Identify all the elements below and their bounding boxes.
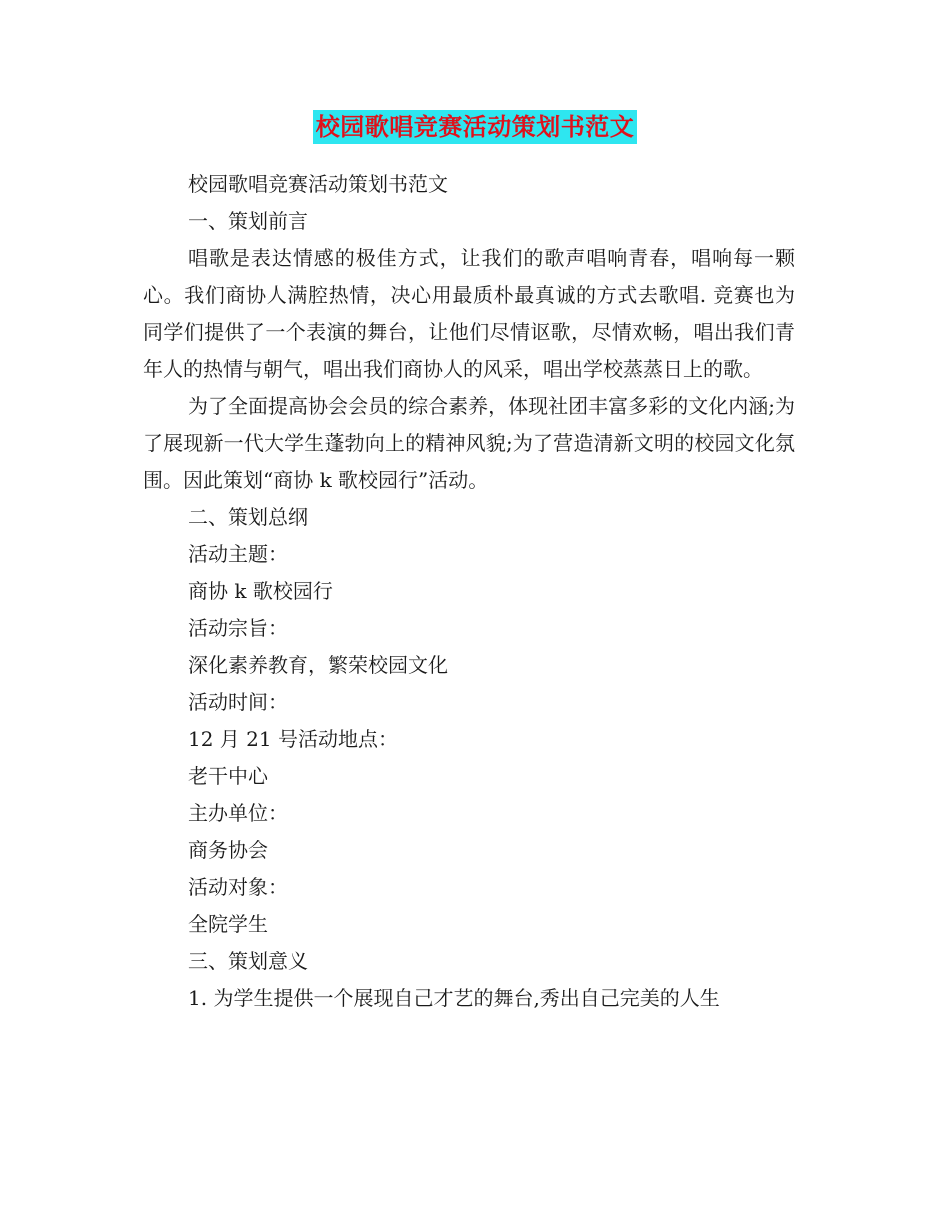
paragraph-preface: 唱歌是表达情感的极佳方式，让我们的歌声唱响青春，唱响每一颗心。我们商协人满腔热情，决心用最质朴最真诚的方式去歌唱. 竞赛也为同学们提供了一个表演的舞台，让他们尽情讴歌，尽情欢畅，唱出我们青年人的热情与朝气，唱出我们商协人的风采，唱出学校蒸蒸日上的歌。 — [143, 246, 795, 381]
list-item: 商协 k 歌校园行 — [188, 579, 333, 603]
title-wrap — [0, 110, 950, 144]
section-3-item-1: 1. 为学生提供一个展现自己才艺的舞台,秀出自己完美的人生 — [188, 986, 720, 1010]
document-title: 校园歌唱竞赛活动策划书范文 — [313, 110, 638, 144]
list-item: 活动时间： — [188, 690, 288, 714]
list-item: 商务协会 — [188, 838, 268, 862]
section-heading-2: 二、策划总纲 — [188, 505, 308, 529]
list-item: 老干中心 — [188, 764, 268, 788]
list-item: 12 月 21 号活动地点： — [188, 727, 398, 751]
list-item: 主办单位： — [188, 801, 288, 825]
section-heading-3: 三、策划意义 — [188, 949, 308, 973]
list-item: 活动主题： — [188, 542, 288, 566]
list-item: 活动宗旨： — [188, 616, 288, 640]
list-item: 全院学生 — [188, 912, 268, 936]
subtitle-line: 校园歌唱竞赛活动策划书范文 — [188, 172, 448, 196]
list-item: 深化素养教育，繁荣校园文化 — [188, 653, 448, 677]
document-body — [143, 166, 795, 1017]
paragraph-purpose: 为了全面提高协会会员的综合素养，体现社团丰富多彩的文化内涵;为了展现新一代大学生蓬勃向上的精神风貌;为了营造清新文明的校园文化氛围。因此策划“商协 k 歌校园行”活动。 — [143, 394, 795, 492]
section-heading-1: 一、策划前言 — [188, 209, 308, 233]
list-item: 活动对象： — [188, 875, 288, 899]
